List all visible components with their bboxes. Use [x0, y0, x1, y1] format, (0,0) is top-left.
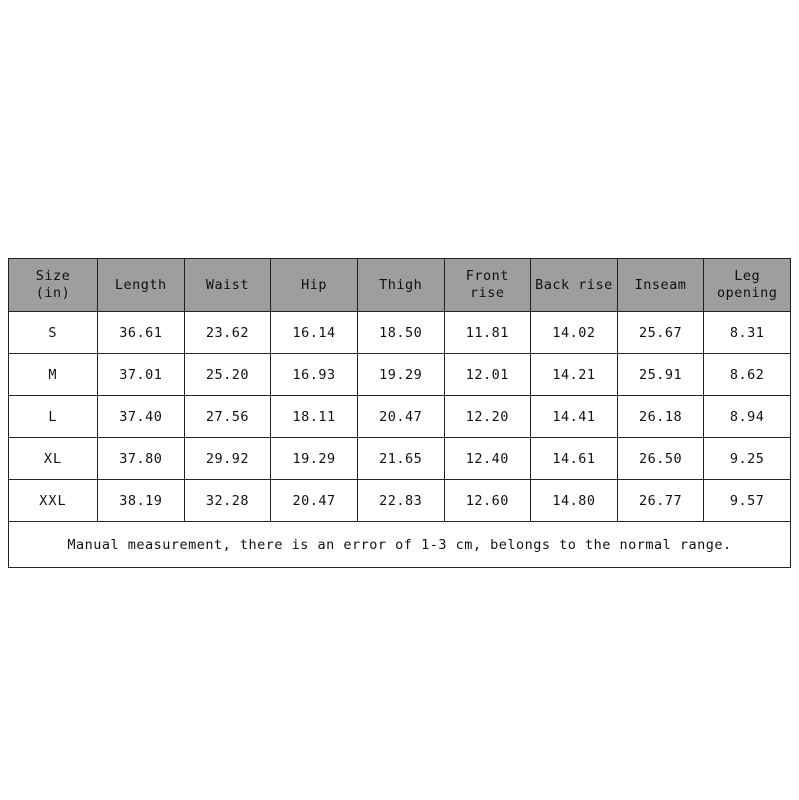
cell-front-rise: 12.40	[444, 438, 531, 480]
cell-waist: 23.62	[184, 312, 271, 354]
cell-leg-opening: 8.94	[704, 396, 791, 438]
header-row	[9, 259, 791, 312]
cell-leg-opening: 8.31	[704, 312, 791, 354]
cell-thigh: 21.65	[357, 438, 444, 480]
column-header-waist: Waist	[184, 259, 271, 312]
column-header-size-line1: Size	[35, 268, 71, 285]
table-row	[9, 438, 791, 480]
cell-hip: 16.14	[271, 312, 358, 354]
column-header-front-rise: Front rise	[444, 259, 531, 312]
cell-inseam: 26.50	[617, 438, 704, 480]
cell-inseam: 25.67	[617, 312, 704, 354]
cell-waist: 32.28	[184, 480, 271, 522]
cell-length: 37.80	[98, 438, 185, 480]
column-header-back-rise: Back rise	[531, 259, 618, 312]
table-row	[9, 480, 791, 522]
column-header-hip: Hip	[271, 259, 358, 312]
table-row	[9, 396, 791, 438]
footnote-row	[9, 522, 791, 568]
cell-length: 38.19	[98, 480, 185, 522]
table-row	[9, 312, 791, 354]
cell-thigh: 19.29	[357, 354, 444, 396]
cell-size: M	[9, 354, 98, 396]
size-chart-container	[8, 258, 791, 568]
cell-hip: 20.47	[271, 480, 358, 522]
table-header	[9, 259, 791, 312]
cell-thigh: 22.83	[357, 480, 444, 522]
cell-back-rise: 14.61	[531, 438, 618, 480]
cell-thigh: 18.50	[357, 312, 444, 354]
column-header-inseam: Inseam	[617, 259, 704, 312]
cell-front-rise: 12.60	[444, 480, 531, 522]
cell-inseam: 25.91	[617, 354, 704, 396]
cell-front-rise: 11.81	[444, 312, 531, 354]
cell-back-rise: 14.21	[531, 354, 618, 396]
cell-hip: 19.29	[271, 438, 358, 480]
column-header-length: Length	[98, 259, 185, 312]
cell-waist: 27.56	[184, 396, 271, 438]
column-header-leg-opening: Leg opening	[704, 259, 791, 312]
cell-size: XXL	[9, 480, 98, 522]
cell-size: XL	[9, 438, 98, 480]
cell-leg-opening: 9.25	[704, 438, 791, 480]
size-chart-table	[8, 258, 791, 568]
cell-back-rise: 14.80	[531, 480, 618, 522]
cell-hip: 18.11	[271, 396, 358, 438]
cell-back-rise: 14.41	[531, 396, 618, 438]
cell-length: 37.01	[98, 354, 185, 396]
cell-length: 37.40	[98, 396, 185, 438]
cell-length: 36.61	[98, 312, 185, 354]
cell-waist: 25.20	[184, 354, 271, 396]
cell-size: L	[9, 396, 98, 438]
column-header-size-line2: (in)	[35, 285, 71, 301]
cell-leg-opening: 8.62	[704, 354, 791, 396]
cell-front-rise: 12.01	[444, 354, 531, 396]
measurement-footnote: Manual measurement, there is an error of 1-3 cm, belongs to the normal range.	[9, 522, 791, 568]
column-header-size	[9, 259, 98, 312]
cell-back-rise: 14.02	[531, 312, 618, 354]
cell-size: S	[9, 312, 98, 354]
table-footer	[9, 522, 791, 568]
cell-inseam: 26.18	[617, 396, 704, 438]
table-body	[9, 312, 791, 522]
cell-thigh: 20.47	[357, 396, 444, 438]
cell-waist: 29.92	[184, 438, 271, 480]
cell-front-rise: 12.20	[444, 396, 531, 438]
table-row	[9, 354, 791, 396]
cell-inseam: 26.77	[617, 480, 704, 522]
column-header-thigh: Thigh	[357, 259, 444, 312]
cell-hip: 16.93	[271, 354, 358, 396]
cell-leg-opening: 9.57	[704, 480, 791, 522]
